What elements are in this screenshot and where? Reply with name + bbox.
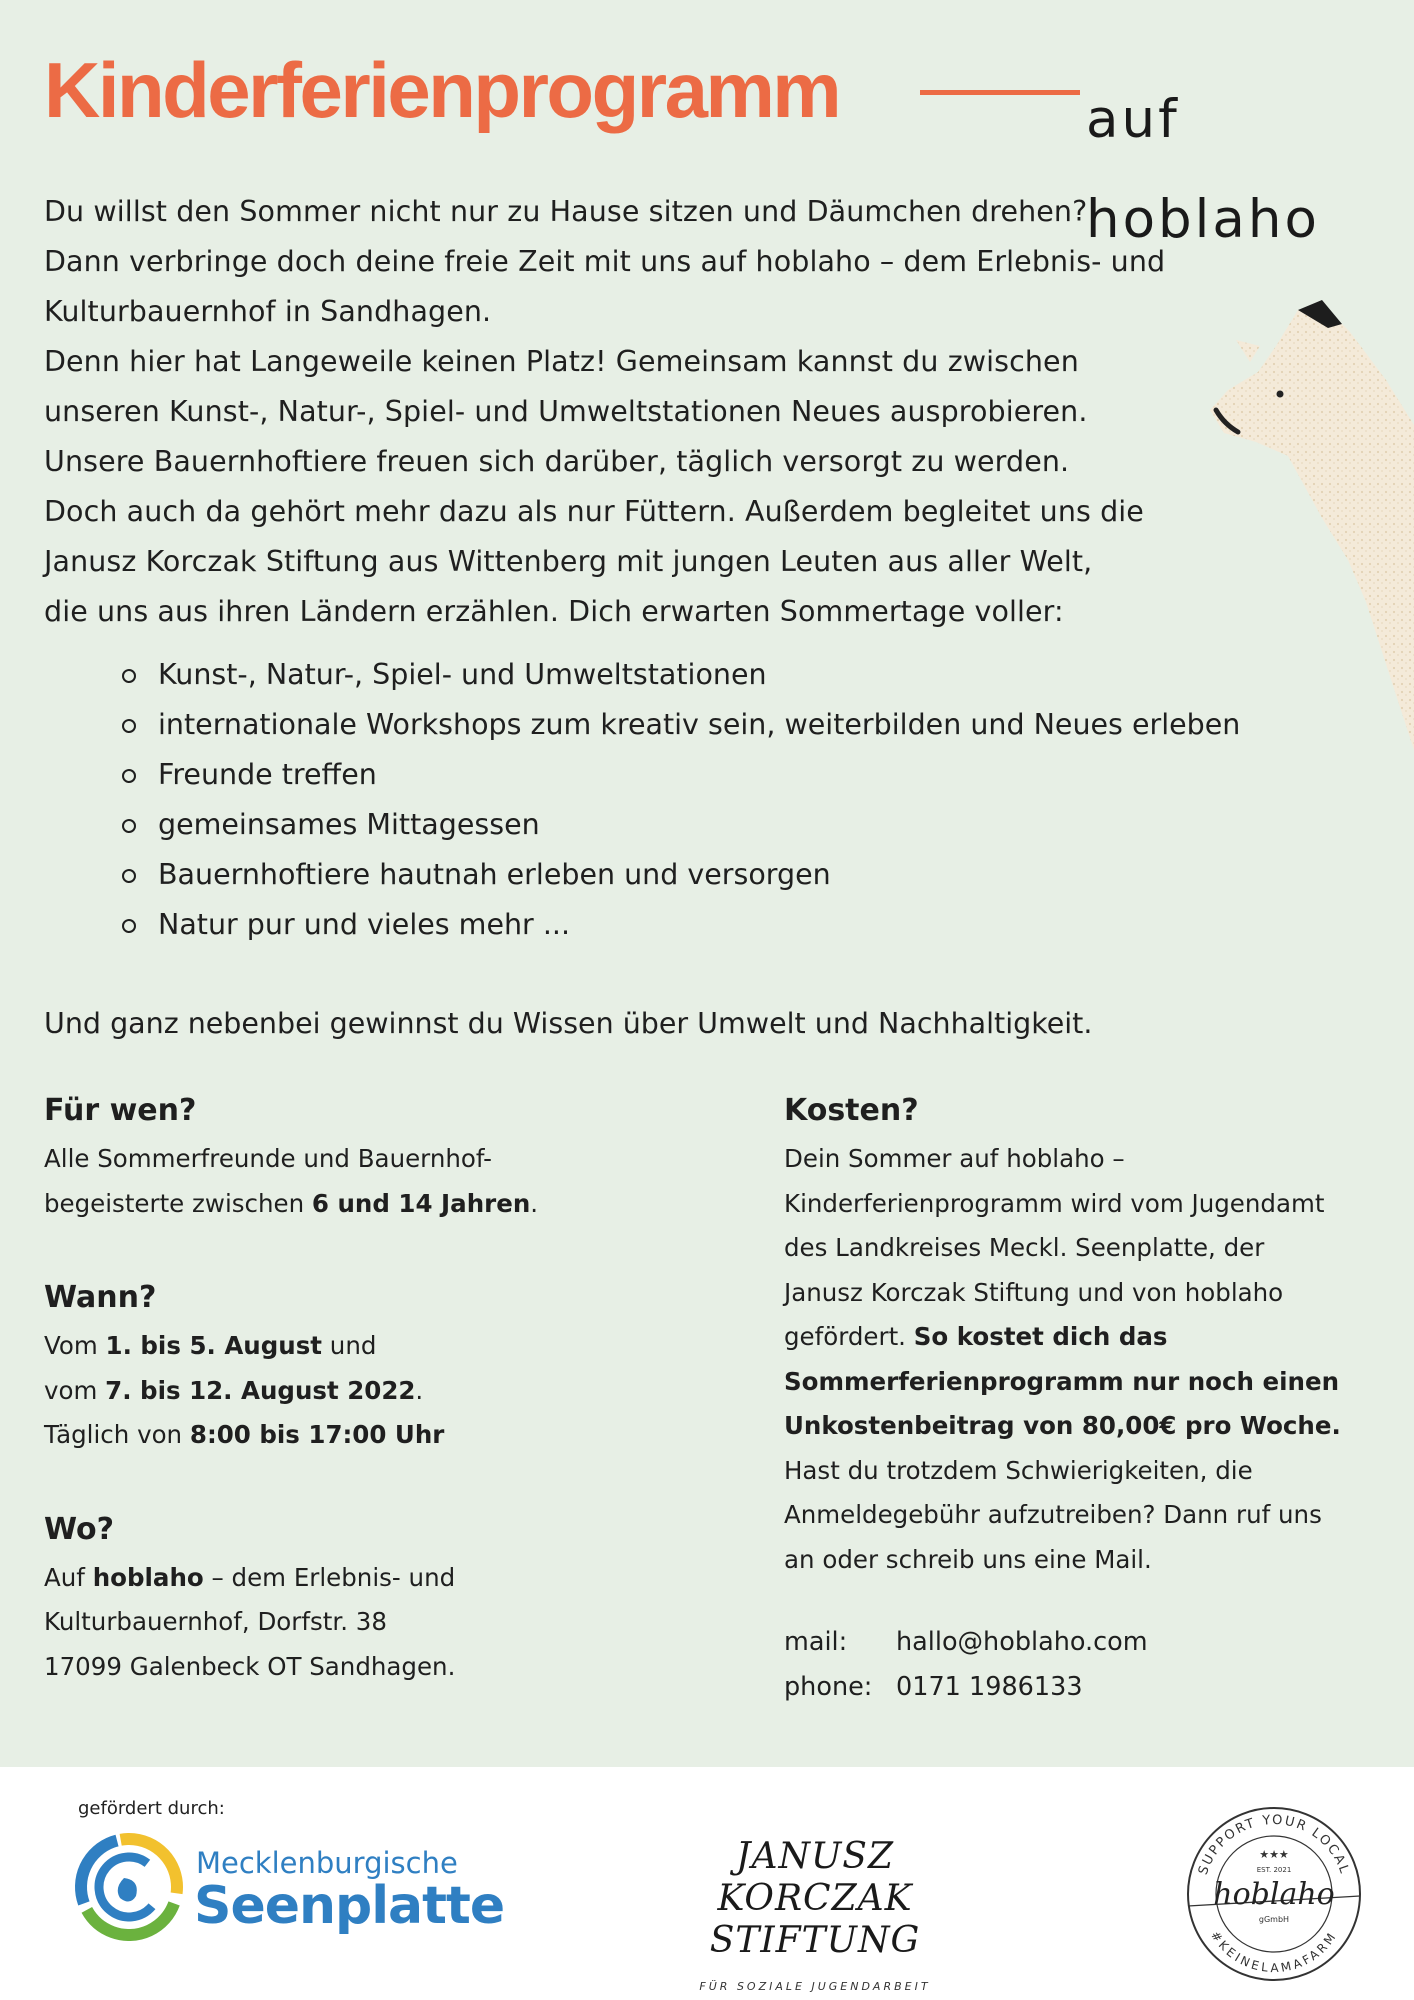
list-item: Freunde treffen: [118, 750, 1368, 800]
circle-bullet-icon: [122, 719, 136, 733]
wann-line: Vom 1. bis 5. August und: [44, 1331, 377, 1360]
list-item: Kunst-, Natur-, Spiel- und Umweltstationen: [118, 650, 1368, 700]
fuer-wen-heading: Für wen?: [44, 1093, 197, 1128]
intro-line: Doch auch da gehört mehr dazu als nur Füttern. Außerdem begleitet uns die: [44, 495, 1144, 528]
kosten-line: des Landkreises Meckl. Seenplatte, der: [784, 1233, 1265, 1262]
info-column-left: [44, 1085, 624, 1689]
title-dash: [920, 90, 1080, 95]
circle-bullet-icon: [122, 919, 136, 933]
info-column-right: [784, 1085, 1384, 1710]
msp-text-line1: Mecklenburgische: [196, 1846, 458, 1880]
msp-text-line2: Seenplatte: [194, 1876, 505, 1936]
wo-heading: Wo?: [44, 1511, 115, 1547]
intro-line: unseren Kunst-, Natur-, Spiel- und Umweltstationen Neues ausprobieren.: [44, 395, 1088, 428]
wann-line: Täglich von 8:00 bis 17:00 Uhr: [44, 1420, 445, 1449]
seal-bottom-text: #KEINELAMAFARM: [1208, 1928, 1340, 1976]
activity-list: [118, 650, 1368, 950]
jks-line2: STIFTUNG: [709, 1920, 921, 1961]
kosten-line: Kinderferienprogramm wird vom Jugendamt: [784, 1188, 1325, 1218]
wann-line: vom 7. bis 12. August 2022.: [44, 1375, 424, 1405]
page-title: Kinderferienprogramm: [44, 46, 840, 134]
list-item: gemeinsames Mittagessen: [118, 800, 1368, 850]
kosten-line: Sommerferienprogramm nur noch einen: [784, 1366, 1340, 1396]
circle-bullet-icon: [122, 669, 136, 683]
janusz-korczak-logo: [640, 1836, 990, 1993]
intro-line: Janusz Korczak Stiftung aus Wittenberg mit jungen Leuten aus aller Welt,: [44, 545, 1093, 578]
sponsor-label: gefördert durch:: [78, 1798, 225, 1819]
jks-line1: JANUSZ KORCZAK: [717, 1836, 913, 1919]
kosten-line: Anmeldegebühr aufzutreiben? Dann ruf uns: [784, 1500, 1322, 1529]
circle-bullet-icon: [122, 869, 136, 883]
seal-est: EST. 2021: [1256, 1866, 1292, 1874]
hoblaho-seal-logo: [1180, 1800, 1368, 1988]
list-item: Natur pur und vieles mehr ...: [118, 900, 1368, 950]
seal-gmbh: gGmbH: [1258, 1915, 1290, 1924]
fuer-wen-line: Alle Sommerfreunde und Bauernhof-: [44, 1144, 492, 1173]
intro-line: Denn hier hat Langeweile keinen Platz! Gemeinsam kannst du zwischen: [44, 345, 1079, 378]
intro-line: Unsere Bauernhoftiere freuen sich darüber, täglich versorgt zu werden.: [44, 445, 1070, 478]
wann-heading: Wann?: [44, 1280, 157, 1315]
kosten-line: Unkostenbeitrag von 80,00€ pro Woche.: [784, 1411, 1341, 1440]
seal-name: hoblaho: [1213, 1877, 1335, 1912]
intro-paragraph: [44, 187, 1244, 637]
star-icon: ★★★: [1259, 1848, 1289, 1861]
kosten-line: Dein Sommer auf hoblaho –: [784, 1144, 1125, 1173]
seal-top-text: SUPPORT YOUR LOCAL: [1195, 1812, 1353, 1877]
seenplatte-emblem-icon: [74, 1832, 184, 1942]
jks-tagline: FÜR SOZIALE JUGENDARBEIT: [699, 1980, 931, 1993]
intro-line: die uns aus ihren Ländern erzählen. Dich erwarten Sommertage voller:: [44, 595, 1064, 628]
page-subtitle: auf hoblaho: [1086, 89, 1320, 250]
list-item: internationale Workshops zum kreativ sein, weiterbilden und Neues erleben: [118, 700, 1368, 750]
kosten-line: gefördert. So kostet dich das: [784, 1322, 1168, 1351]
mail-row: [784, 1620, 1384, 1665]
fuer-wen-line: begeisterte zwischen 6 und 14 Jahren.: [44, 1188, 539, 1218]
intro-line: Dann verbringe doch deine freie Zeit mit uns auf hoblaho – dem Erlebnis- und: [44, 245, 1166, 278]
wo-line: Auf hoblaho – dem Erlebnis- und: [44, 1562, 456, 1592]
circle-bullet-icon: [122, 769, 136, 783]
wo-line: 17099 Galenbeck OT Sandhagen.: [44, 1651, 456, 1681]
mail-label: mail:: [784, 1627, 848, 1657]
intro-line: Du willst den Sommer nicht nur zu Hause sitzen und Däumchen drehen?: [44, 195, 1088, 228]
phone-link[interactable]: 0171 1986133: [896, 1672, 1083, 1702]
kosten-line: an oder schreib uns eine Mail.: [784, 1544, 1152, 1574]
intro-line: Kulturbauernhof in Sandhagen.: [44, 295, 492, 328]
kosten-line: Janusz Korczak Stiftung und von hoblaho: [784, 1277, 1284, 1307]
list-item: Bauernhoftiere hautnah erleben und versorgen: [118, 850, 1368, 900]
kosten-line: Hast du trotzdem Schwierigkeiten, die: [784, 1455, 1253, 1485]
phone-row: [784, 1665, 1384, 1710]
closing-sentence: Und ganz nebenbei gewinnst du Wissen über Umwelt und Nachhaltigkeit.: [44, 1007, 1093, 1040]
phone-label: phone:: [784, 1672, 873, 1702]
kosten-heading: Kosten?: [784, 1093, 919, 1128]
mail-link[interactable]: hallo@hoblaho.com: [896, 1627, 1148, 1657]
wo-line: Kulturbauernhof, Dorfstr. 38: [44, 1607, 387, 1636]
circle-bullet-icon: [122, 819, 136, 833]
mecklenburgische-seenplatte-logo: [74, 1832, 505, 1942]
